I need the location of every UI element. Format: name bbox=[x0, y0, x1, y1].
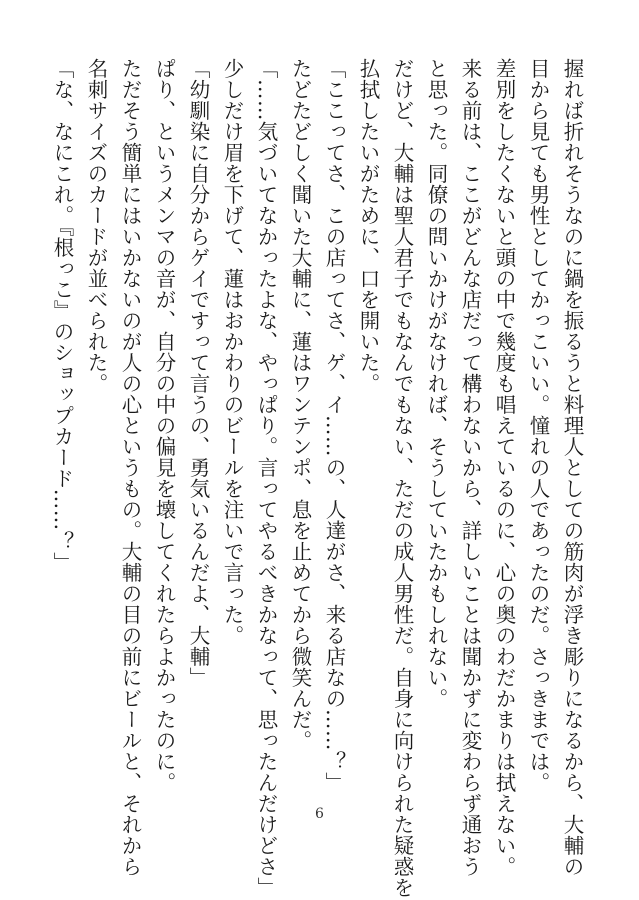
text-line: ぱり、というメンマの音が、自分の中の偏見を壊してくれたらよかったのに。 bbox=[152, 58, 176, 793]
text-line: 来る前は、ここがどんな店だって構わないから、詳しいことは聞かずに変わらず通おう bbox=[458, 58, 482, 877]
text-line: 握れば折れそうなのに鍋を振るうと料理人としての筋肉が浮き彫りになるから、大輔の bbox=[560, 58, 584, 877]
text-line: 名刺サイズのカードが並べられた。 bbox=[84, 58, 108, 394]
text-line: ただそう簡単にはいかないのが人の心というもの。大輔の目の前にビールと、それから bbox=[118, 58, 142, 877]
text-line: 払拭したいがために、口を開いた。 bbox=[356, 58, 380, 394]
text-line: 差別をしたくないと頭の中で幾度も唱えているのに、心の奥のわだかまりは拭えない。 bbox=[492, 58, 516, 877]
text-line: だけど、大輔は聖人君子でもなんでもない、ただの成人男性だ。自身に向けられた疑惑を bbox=[390, 58, 414, 898]
text-line: 「ここってさ、この店ってさ、ゲ、イ……の、人達がさ、来る店なの……？」 bbox=[322, 58, 346, 793]
text-line: 「……気づいてなかったよな、やっぱり。言ってやるべきかなって、思ったんだけどさ」 bbox=[254, 58, 278, 898]
page-number: 6 bbox=[315, 806, 324, 822]
body-text bbox=[45, 58, 589, 898]
text-line: 「幼馴染に自分からゲイですって言うの、勇気いるんだよ、大輔」 bbox=[186, 58, 210, 688]
text-line: たどたどしく聞いた大輔に、蓮はワンテンポ、息を止めてから微笑んだ。 bbox=[288, 58, 312, 751]
text-line: 「な、なにこれ。『根っこ』のショップカード……？」 bbox=[50, 58, 74, 573]
text-line: 少しだけ眉を下げて、蓮はおかわりのビールを注いで言った。 bbox=[220, 58, 244, 646]
text-line: 目から見ても男性としてかっこいい。憧れの人であったのだ。さっきまでは。 bbox=[526, 58, 550, 793]
text-line: と思った。同僚の問いかけがなければ、そうしていたかもしれない。 bbox=[424, 58, 448, 709]
